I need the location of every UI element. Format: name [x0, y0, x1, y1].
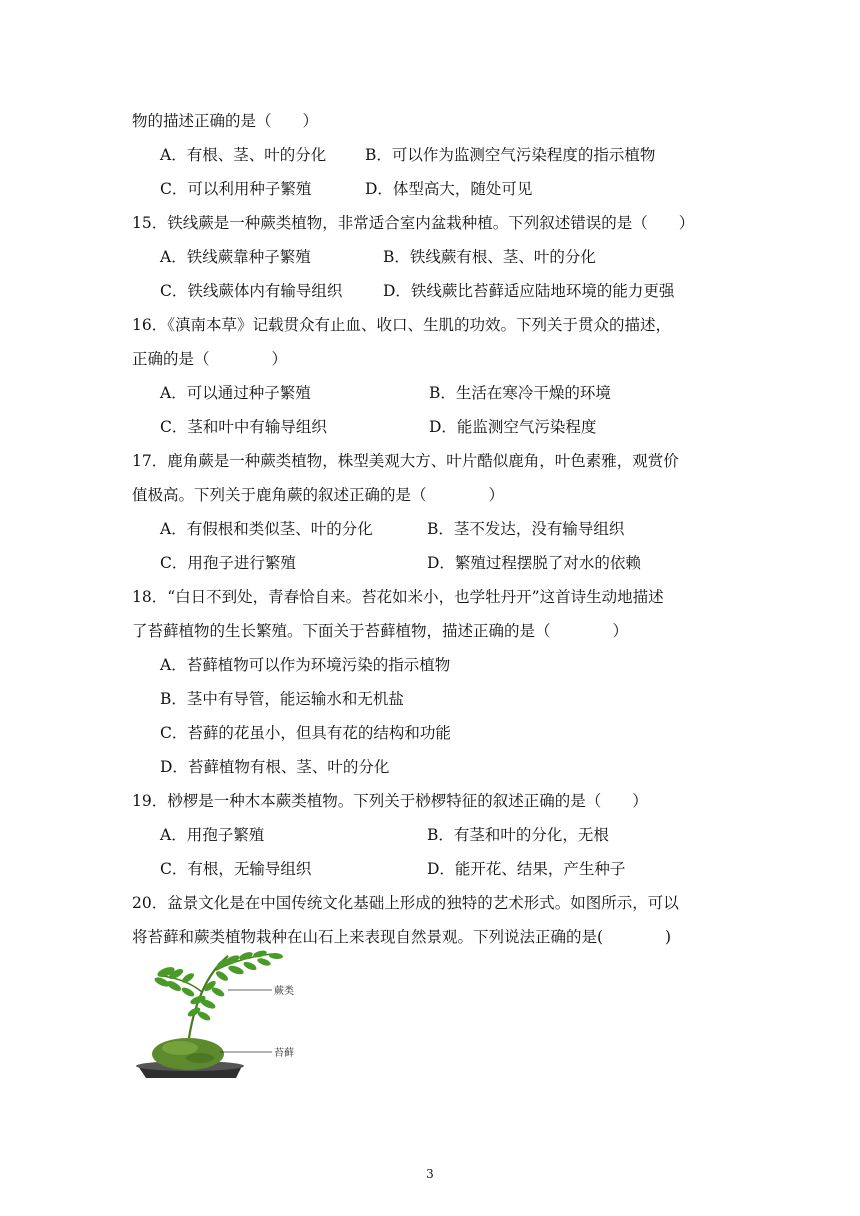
q14-option-b: B．可以作为监测空气污染程度的指示植物 [365, 146, 656, 164]
q16-option-a: A．可以通过种子繁殖 [160, 384, 311, 402]
q14-stem-continuation: 物的描述正确的是（ ） [132, 112, 319, 130]
q15-option-c: C．铁线蕨体内有输导组织 [160, 282, 343, 300]
q17-option-a: A．有假根和类似茎、叶的分化 [160, 520, 373, 538]
q16-option-c: C．茎和叶中有输导组织 [160, 418, 327, 436]
q16-option-b: B．生活在寒冷干燥的环境 [429, 384, 611, 402]
q15-option-b: B．铁线蕨有根、茎、叶的分化 [383, 248, 596, 266]
q18-stem-line1: 18．“白日不到处，青春恰自来。苔花如米小，也学牡丹开”这首诗生动地描述 [132, 588, 664, 606]
q19-option-c: C．有根，无输导组织 [160, 860, 312, 878]
q19-stem: 19．桫椤是一种木本蕨类植物。下列关于桫椤特征的叙述正确的是（ ） [132, 792, 648, 810]
fern-leaves [153, 949, 283, 1022]
q20-stem-line1: 20．盆景文化是在中国传统文化基础上形成的独特的艺术形式。如图所示，可以 [132, 894, 679, 912]
fern-moss-bonsai-illustration [132, 948, 307, 1083]
q18-option-a: A．苔藓植物可以作为环境污染的指示植物 [160, 656, 451, 674]
q14-option-d: D．体型高大，随处可见 [365, 180, 533, 198]
fern-label: 蕨类 [274, 986, 294, 997]
q17-stem-line2: 值极高。下列关于鹿角蕨的叙述正确的是（ ） [132, 486, 505, 504]
q16-stem-line2: 正确的是（ ） [132, 350, 288, 368]
q20-stem-line2: 将苔藓和蕨类植物栽种在山石上来表现自然景观。下列说法正确的是( ) [132, 928, 672, 946]
q18-option-d: D．苔藓植物有根、茎、叶的分化 [160, 758, 390, 776]
q15-stem: 15．铁线蕨是一种蕨类植物，非常适合室内盆栽种植。下列叙述错误的是（ ） [132, 214, 695, 232]
q14-option-c: C．可以利用种子繁殖 [160, 180, 312, 198]
q19-option-a: A．用孢子繁殖 [160, 826, 265, 844]
q17-stem-line1: 17．鹿角蕨是一种蕨类植物，株型美观大方、叶片酷似鹿角，叶色素雅，观赏价 [132, 452, 679, 470]
q19-option-b: B．有茎和叶的分化，无根 [427, 826, 609, 844]
q18-option-b: B．茎中有导管，能运输水和无机盐 [160, 690, 404, 708]
q15-option-d: D．铁线蕨比苔藓适应陆地环境的能力更强 [383, 282, 675, 300]
moss-label: 苔藓 [274, 1048, 294, 1059]
bonsai-figure [132, 948, 307, 1083]
q17-option-b: B．茎不发达，没有输导组织 [427, 520, 625, 538]
q16-stem-line1: 16．《滇南本草》记载贯众有止血、收口、生肌的功效。下列关于贯众的描述， [132, 316, 671, 334]
page-number: 3 [426, 1167, 434, 1181]
q18-option-c: C．苔藓的花虽小，但具有花的结构和功能 [160, 724, 451, 742]
q17-option-c: C．用孢子进行繁殖 [160, 554, 296, 572]
q18-stem-line2: 了苔藓植物的生长繁殖。下面关于苔藓植物，描述正确的是（ ） [132, 622, 629, 640]
q15-option-a: A．铁线蕨靠种子繁殖 [160, 248, 311, 266]
q17-option-d: D．繁殖过程摆脱了对水的依赖 [427, 554, 641, 572]
q19-option-d: D．能开花、结果，产生种子 [427, 860, 626, 878]
q16-option-d: D．能监测空气污染程度 [429, 418, 597, 436]
q14-option-a: A．有根、茎、叶的分化 [160, 146, 327, 164]
